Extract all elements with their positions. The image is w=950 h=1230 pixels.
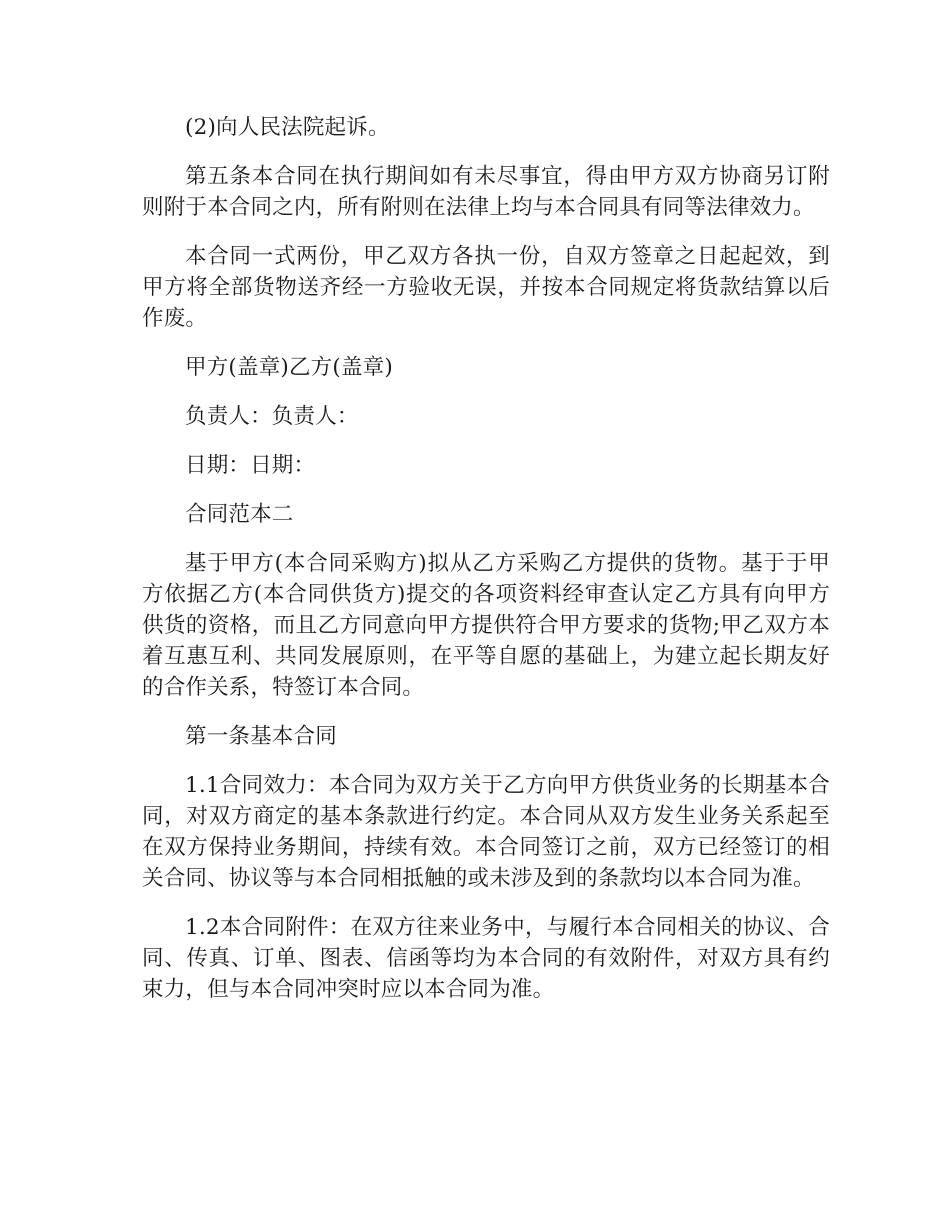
paragraph-seal-line: 甲方(盖章)乙方(盖章) — [185, 355, 393, 380]
paragraph-copies-validity: 本合同一式两份，甲乙双方各执一份，自双方签章之日起起效，到甲方将全部货物送齐经一方验收无误，并按本合同规定将货款结算以后作废。 — [142, 244, 830, 331]
paragraph-litigation-option: (2)向人民法院起诉。 — [185, 115, 390, 140]
paragraph-article-five: 第五条本合同在执行期间如有未尽事宜，得由甲方双方协商另订附则附于本合同之内，所有附则在法律上均与本合同具有同等法律效力。 — [142, 164, 830, 220]
document-page — [142, 112, 830, 1023]
paragraph-preamble: 基于甲方(本合同采购方)拟从乙方采购乙方提供的货物。基于于甲方依据乙方(本合同供货方)提交的各项资料经审查认定乙方具有向甲方供货的资格，而且乙方同意向甲方提供符合甲方要求的货物;甲乙双方本着互惠互利、共同发展原则，在平等自愿的基础上，为建立起长期友好的合作关系，特签订本合同。 — [142, 551, 830, 700]
paragraph-responsible-person: 负责人：负责人： — [185, 404, 359, 429]
section-heading-template-two: 合同范本二 — [185, 502, 294, 527]
paragraph-clause-1-1: 1.1合同效力：本合同为双方关于乙方向甲方供货业务的长期基本合同，对双方商定的基本条款进行约定。本合同从双方发生业务关系起至在双方保持业务期间，持续有效。本合同签订之前，双方已经签订的相关合同、协议等与本合同相抵触的或未涉及到的条款均以本合同为准。 — [142, 773, 830, 891]
paragraph-date-line: 日期：日期： — [185, 453, 316, 478]
section-heading-article-one: 第一条基本合同 — [185, 724, 337, 749]
paragraph-clause-1-2: 1.2本合同附件：在双方往来业务中，与履行本合同相关的协议、合同、传真、订单、图表、信函等均为本合同的有效附件，对双方具有约束力，但与本合同冲突时应以本合同为准。 — [142, 915, 830, 1002]
